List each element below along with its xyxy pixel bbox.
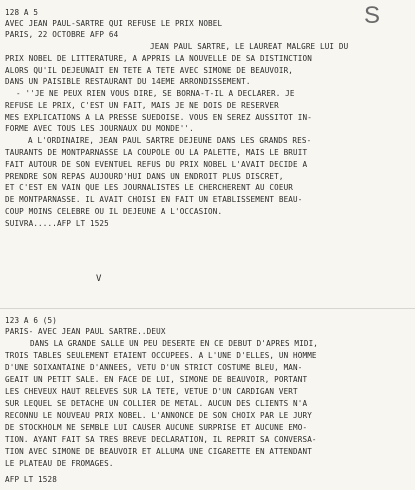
dispatch-1-line: TAURANTS DE MONTPARNASSE LA COUPOLE OU LA PALETTE, MAIS LE BRUIT (5, 148, 308, 157)
dispatch-1-line: FORME AVEC TOUS LES JOURNAUX DU MONDE''. (5, 124, 194, 133)
dispatch-2-line: D'UNE SOIXANTAINE D'ANNEES, VETU D'UN STRICT COSTUME BLEU, MAN- (5, 363, 303, 372)
dispatch-1-line: JEAN PAUL SARTRE, LE LAUREAT MALGRE LUI DU (150, 42, 349, 51)
dispatch-1-line: SUIVRA.....AFP LT 1525 (5, 219, 109, 228)
dispatch-1-line: ALORS QU'IL DEJEUNAIT EN TETE A TETE AVEC SIMONE DE BEAUVOIR, (5, 66, 294, 75)
corner-mark: S (364, 2, 381, 29)
dispatch-2-line: PARIS- AVEC JEAN PAUL SARTRE..DEUX (5, 327, 166, 336)
dispatch-1-line: DE MONTPARNASSE. IL AVAIT CHOISI EN FAIT UN ETABLISSEMENT BEAU- (5, 195, 303, 204)
dispatch-1-line: 128 A 5 (5, 8, 39, 17)
dispatch-2-line: TROIS TABLES SEULEMENT ETAIENT OCCUPEES. A L'UNE D'ELLES, UN HOMME (5, 351, 317, 360)
divider (0, 308, 415, 309)
dispatch-2-line: 123 A 6 (5) (5, 316, 57, 325)
dispatch-1-line: DANS UN PAISIBLE RESTAURANT DU 14EME ARRONDISSEMENT. (5, 77, 251, 86)
dispatch-2-line: LE PLATEAU DE FROMAGES. (5, 459, 114, 468)
dispatch-2-line: TION. AYANT FAIT SA TRES BREVE DECLARATION, IL REPRIT SA CONVERSA- (5, 435, 317, 444)
dispatch-2-line: AFP LT 1528 (5, 475, 57, 484)
dispatch-2-line: RECONNU LE NOUVEAU PRIX NOBEL. L'ANNONCE DE SON CHOIX PAR LE JURY (5, 411, 312, 420)
dispatch-1-line: AVEC JEAN PAUL-SARTRE QUI REFUSE LE PRIX NOBEL (5, 19, 223, 28)
dispatch-1-line: PARIS, 22 OCTOBRE AFP 64 (5, 30, 119, 39)
dispatch-1-line: ET C'EST EN VAIN QUE LES JOURNALISTES LE CHERCHERENT AU COEUR (5, 183, 294, 192)
dispatch-1-line: A L'ORDINAIRE, JEAN PAUL SARTRE DEJEUNE DANS LES GRANDS RES- (28, 136, 312, 145)
dispatch-2-line: TION AVEC SIMONE DE BEAUVOIR ET ALLUMA UNE CIGARETTE EN ATTENDANT (5, 447, 312, 456)
dispatch-1-line: PRENDRE SON REPAS AUJOURD'HUI DANS UN ENDROIT PLUS DISCRET, (5, 172, 284, 181)
dispatch-1-line: PRIX NOBEL DE LITTERATURE, A APPRIS LA NOUVELLE DE SA DISTINCTION (5, 54, 312, 63)
dispatch-1-line: COUP MOINS CELEBRE OU IL DEJEUNE A L'OCCASION. (5, 207, 223, 216)
dispatch-2-line: DE STOCKHOLM NE SEMBLE LUI CAUSER AUCUNE SURPRISE ET AUCUNE EMO- (5, 423, 308, 432)
dispatch-1-line: - ''JE NE PEUX RIEN VOUS DIRE, SE BORNA-T-IL A DECLARER. JE (16, 89, 295, 98)
dispatch-2-line: LES CHEVEUX HAUT RELEVES SUR LA TETE, VETUE D'UN CARDIGAN VERT (5, 387, 298, 396)
dispatch-1-line: FAIT AUTOUR DE SON EVENTUEL REFUS DU PRIX NOBEL L'AVAIT DECIDE A (5, 160, 308, 169)
dispatch-1-line: REFUSE LE PRIX, C'EST UN FAIT, MAIS JE NE DOIS DE RESERVER (5, 101, 279, 110)
dispatch-2-line: SUR LEQUEL SE DETACHE UN COLLIER DE METAL. AUCUN DES CLIENTS N'A (5, 399, 308, 408)
dispatch-2-line: GEAIT UN PETIT SALE. EN FACE DE LUI, SIMONE DE BEAUVOIR, PORTANT (5, 375, 308, 384)
dispatch-2-line: DANS LA GRANDE SALLE UN PEU DESERTE EN CE DEBUT D'APRES MIDI, (30, 339, 319, 348)
separator-mark: V (96, 274, 102, 284)
dispatch-1-line: MES EXPLICATIONS A LA PRESSE SUEDOISE. VOUS EN SEREZ AUSSITOT IN- (5, 113, 312, 122)
